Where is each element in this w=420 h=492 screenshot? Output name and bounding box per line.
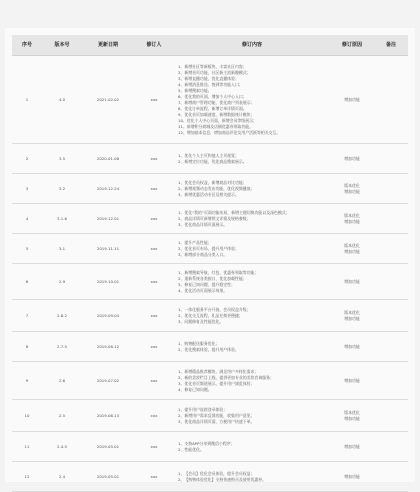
content-line: 2、商品详情页新增图文详情及规格参数； — [178, 215, 251, 221]
row-note — [374, 144, 408, 174]
content-line: 8、优化订单流程，新增订单详情页面。 — [178, 105, 247, 111]
content-line: 2、新的美妆栏目上线，提供更加专业的美妆咨询服务； — [178, 374, 274, 380]
reason-line: 增加功能 — [344, 473, 360, 479]
row-note — [374, 234, 408, 264]
content-line: 2、新增定位功能，优化商品搜索展示。 — [178, 158, 247, 164]
row-date: 2019.10.01 — [82, 264, 134, 300]
row-note — [374, 432, 408, 462]
reason-line: 版本优化 — [344, 409, 360, 415]
row-reason — [330, 56, 374, 144]
reason-line: 增加功能 — [344, 248, 360, 254]
content-line: 4、修复已知问题。 — [178, 386, 212, 392]
row-note — [374, 174, 408, 204]
content-line: 6、优化我的页面，增加个人中心入口； — [178, 93, 247, 99]
row-version: 3.5 — [42, 144, 82, 174]
row-note — [374, 56, 408, 144]
row-author: xxx — [134, 144, 174, 174]
reason-line: 增加功能 — [344, 377, 360, 383]
row-note — [374, 204, 408, 234]
row-content — [174, 300, 330, 332]
table-row — [12, 204, 408, 234]
row-version: 2.6 — [42, 362, 82, 400]
content-line: 1、新增精品推荐模块，满足用户多样化需求； — [178, 368, 259, 374]
header-note: 备注 — [374, 35, 408, 56]
table-row — [12, 174, 408, 204]
content-line: 2、优化搜索体验，提升用户体验。 — [178, 346, 239, 352]
row-reason — [330, 204, 374, 234]
row-author: xxx — [134, 332, 174, 362]
changelog-table — [12, 35, 408, 492]
content-line: 2、新增首页功能，社区新主流新趣模式； — [178, 69, 251, 75]
content-line: 9、优化首页加载速度，新增数据统计模块； — [178, 111, 255, 117]
content-line: 1、优化“我的”页面功能布局，新增主题切换功能以及深色模式； — [178, 209, 290, 215]
content-line: 3、新增直播功能，优化直播体验； — [178, 75, 239, 81]
row-content — [174, 432, 330, 462]
table-row — [12, 332, 408, 362]
table-row — [12, 400, 408, 432]
reason-line: 增加功能 — [344, 278, 360, 284]
row-content — [174, 56, 330, 144]
row-date: 2019.12.01 — [82, 204, 134, 234]
row-note — [374, 300, 408, 332]
content-line: 1、提升产品性能； — [178, 239, 212, 245]
row-reason — [330, 264, 374, 300]
content-line: 1、购物配送服务优化； — [178, 340, 220, 346]
header-index: 序号 — [12, 35, 42, 56]
reason-line: 增加功能 — [344, 315, 360, 321]
table-row — [12, 264, 408, 300]
content-line: 2、优化首页布局，提升用户体验； — [178, 245, 239, 251]
row-content — [174, 204, 330, 234]
row-version: 2.5 — [42, 400, 82, 432]
header-reason: 修订原因 — [330, 35, 374, 56]
row-date: 2019.11.11 — [82, 234, 134, 264]
reason-line: 增加功能 — [344, 155, 360, 161]
row-index: 9 — [12, 362, 42, 400]
reason-line: 增加功能 — [344, 443, 360, 449]
row-content — [174, 332, 330, 362]
row-content — [174, 234, 330, 264]
content-line: 1、支持APP分享到微信小程序； — [178, 440, 235, 446]
content-line: 3、优化商品详情页面，方便用户快速下单。 — [178, 418, 255, 424]
content-line: 12、增加基本信息，增加商品评论及用户活跃等相关交互。 — [178, 129, 281, 135]
row-reason — [330, 174, 374, 204]
content-line: 3、优化首页频道展示，提升用户浏览体验； — [178, 380, 255, 386]
row-note — [374, 362, 408, 400]
reason-line: 增加功能 — [344, 218, 360, 224]
row-index: 6 — [12, 264, 42, 300]
content-line: 11、新增积分商城及店铺优惠券领取功能。 — [178, 123, 253, 129]
reason-line: 增加功能 — [344, 188, 360, 194]
header-row — [12, 35, 408, 56]
content-line: 1、优化个人主页和他人主页视觉； — [178, 152, 239, 158]
reason-line: 版本优化 — [344, 242, 360, 248]
row-author: xxx — [134, 462, 174, 492]
reason-line: 增加功能 — [344, 96, 360, 102]
row-index: 3 — [12, 174, 42, 204]
row-version: 2.4.5 — [42, 432, 82, 462]
row-reason — [330, 400, 374, 432]
content-line: 1、提升用户连续登录体验； — [178, 406, 228, 412]
content-line: 2、新增视频动态发布功能，优化视频播放； — [178, 185, 255, 191]
content-line: 3、新增部分商品分类入口。 — [178, 251, 228, 257]
content-line: 3、优化商品详情页面展示。 — [178, 221, 228, 227]
row-author: xxx — [134, 432, 174, 462]
row-index: 8 — [12, 332, 42, 362]
content-line: 2、优化交互流程，礼品兑换更便捷； — [178, 312, 243, 318]
row-index: 10 — [12, 400, 42, 432]
header-author: 修订人 — [134, 35, 174, 56]
row-content — [174, 362, 330, 400]
row-date: 2019.07.02 — [82, 362, 134, 400]
row-date: 2020.01.08 — [82, 144, 134, 174]
content-line: 1、新增社区等新板块，丰富社区内容； — [178, 63, 247, 69]
row-author: xxx — [134, 204, 174, 234]
row-content — [174, 144, 330, 174]
row-note — [374, 462, 408, 492]
row-version: 2.4 — [42, 462, 82, 492]
row-date: 2019.05.01 — [82, 432, 134, 462]
row-content — [174, 174, 330, 204]
row-author: xxx — [134, 174, 174, 204]
row-author: xxx — [134, 300, 174, 332]
header-version: 版本号 — [42, 35, 82, 56]
table-row — [12, 144, 408, 174]
row-version: 3.1.6 — [42, 204, 82, 234]
reason-line: 版本优化 — [344, 309, 360, 315]
table-row — [12, 300, 408, 332]
row-index: 11 — [12, 432, 42, 462]
content-line: 4、新增消息推送、签到等功能入口； — [178, 81, 243, 87]
row-date: 2019.08.12 — [82, 332, 134, 362]
content-line: 2、新增用户需求反馈功能，收集用户意见； — [178, 412, 255, 418]
header-content: 修订内容 — [174, 35, 330, 56]
row-reason — [330, 300, 374, 332]
table-row — [12, 462, 408, 492]
row-author: xxx — [134, 56, 174, 144]
content-line: 3、修复已知问题，提升稳定性； — [178, 281, 235, 287]
row-index: 12 — [12, 462, 42, 492]
row-note — [374, 400, 408, 432]
content-line: 3、新增优惠活动专区及相关提示。 — [178, 191, 239, 197]
reason-line: 增加功能 — [344, 343, 360, 349]
row-date: 2019.12.24 — [82, 174, 134, 204]
row-reason — [330, 432, 374, 462]
row-index: 2 — [12, 144, 42, 174]
row-version: 2.8.2 — [42, 300, 82, 332]
document-page — [5, 28, 415, 482]
row-date: 2019.09.04 — [82, 300, 134, 332]
content-line: 2、性能优化。 — [178, 446, 204, 452]
row-content — [174, 462, 330, 492]
content-line: 2、重新系统各类接口，优化加载性能； — [178, 275, 247, 281]
header-date: 更新日期 — [82, 35, 134, 56]
row-version: 3.2 — [42, 174, 82, 204]
content-line: 5、新增搜索功能。 — [178, 87, 212, 93]
row-author: xxx — [134, 264, 174, 300]
content-line: 2、【购物体验优化】支持快速购买及使用优惠券。 — [178, 476, 267, 482]
row-version: 4.0 — [42, 56, 82, 144]
row-note — [374, 264, 408, 300]
row-author: xxx — [134, 362, 174, 400]
row-version: 2.9 — [42, 264, 82, 300]
table-row — [12, 432, 408, 462]
reason-line: 增加功能 — [344, 415, 360, 421]
content-line: 10、优化个人中心页面，新增会员等级展示； — [178, 117, 257, 123]
row-reason — [330, 362, 374, 400]
reason-line: 版本优化 — [344, 212, 360, 218]
table-row — [12, 234, 408, 264]
row-reason — [330, 144, 374, 174]
content-line: 1、新增搜索导航、红包、优惠券领取等功能； — [178, 269, 259, 275]
row-reason — [330, 234, 374, 264]
content-line: 4、优化活动页面展示效果。 — [178, 287, 228, 293]
content-line: 1、一体化服务平台开放，会员权益升级； — [178, 306, 251, 312]
content-line: 3、问题修复及性能优化。 — [178, 318, 224, 324]
row-index: 1 — [12, 56, 42, 144]
row-version: 2.7.5 — [42, 332, 82, 362]
row-date: 2021.02.02 — [82, 56, 134, 144]
row-reason — [330, 332, 374, 362]
row-content — [174, 400, 330, 432]
row-content — [174, 264, 330, 300]
row-date: 2019.06.13 — [82, 400, 134, 432]
table-row — [12, 56, 408, 144]
row-index: 5 — [12, 234, 42, 264]
content-line: 1、【会员】优化会员体验，提升会员权益； — [178, 470, 255, 476]
reason-line: 版本优化 — [344, 182, 360, 188]
row-reason — [330, 462, 374, 492]
row-index: 7 — [12, 300, 42, 332]
content-line: 7、新增商户管理功能，优化商户列表展示； — [178, 99, 255, 105]
row-version: 3.1 — [42, 234, 82, 264]
row-author: xxx — [134, 234, 174, 264]
row-author: xxx — [134, 400, 174, 432]
row-date: 2019.05.01 — [82, 462, 134, 492]
row-note — [374, 332, 408, 362]
row-index: 4 — [12, 204, 42, 234]
table-row — [12, 362, 408, 400]
content-line: 1、优化会员权益，新增商品对比功能； — [178, 179, 247, 185]
